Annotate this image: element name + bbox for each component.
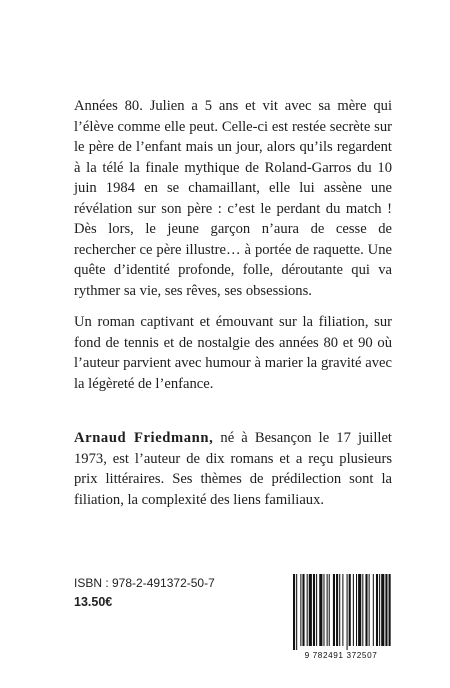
barcode-bar <box>327 574 328 646</box>
barcode-bar <box>369 574 370 646</box>
barcode-bar <box>323 574 324 646</box>
blurb-paragraph-2: Un roman captivant et émouvant sur la filiation, sur fond de tennis et de nostalgie des années 80 et 90 où l’auteur parvient avec humour à marier la gravité avec la légèreté de l’enfance. <box>74 314 392 392</box>
barcode-bar <box>319 574 322 646</box>
author-name: Arnaud Friedmann, <box>74 430 214 446</box>
barcode-bar <box>339 574 340 646</box>
barcode-bar <box>356 574 357 646</box>
author-paragraph <box>74 428 392 510</box>
price: 13.50€ <box>74 595 113 609</box>
barcode-bar <box>376 574 378 646</box>
barcode-bar <box>381 574 384 646</box>
barcode-bar <box>385 574 387 646</box>
author-bio-text: né à Besançon le 17 juillet 1973, est l’auteur de dix romans et a reçu plusieurs prix littéraires. Ses thèmes de prédilection sont la filiation, la complexité des liens familiaux. <box>74 430 392 508</box>
barcode-bar <box>302 574 304 646</box>
barcode-bar <box>300 574 301 646</box>
barcode-bar <box>373 574 374 646</box>
barcode-bar <box>389 574 391 646</box>
barcode-bar <box>336 574 338 646</box>
barcode-bar <box>362 574 363 646</box>
barcode-bar <box>333 574 335 646</box>
barcode-bars <box>289 574 393 650</box>
barcode-bar <box>316 574 317 646</box>
blurb-paragraph-1: Années 80. Julien a 5 ans et vit avec sa mère qui l’élève comme elle peut. Celle-ci est restée secrète sur le père de l’enfant mais un jour, alors qu’ils regardent à la télé la finale mythique de Roland-Garros du 10 juin 1984 en se chamaillant, elle lui assène une révélation sur son père : c’est le perdant du match ! Dès lors, le jeune garçon n’aura de cesse de rechercher ce père illustre… à portée de raquette. Une quête d’identité profonde, folle, déroutante qui va rythmer sa vie, ses rêves, ses obsessions. <box>74 98 392 299</box>
barcode-bar <box>293 574 295 650</box>
barcode-bar <box>309 574 312 646</box>
barcode-bar <box>329 574 330 646</box>
barcode-bar <box>365 574 367 646</box>
barcode-bar <box>358 574 361 646</box>
barcode-bar <box>347 574 348 650</box>
barcode-bar <box>342 574 343 646</box>
blurb <box>74 96 392 394</box>
barcode-bar <box>349 574 351 646</box>
barcode <box>289 574 393 660</box>
barcode-bar <box>313 574 315 646</box>
author-bio <box>74 428 392 510</box>
isbn: ISBN : 978-2-491372-50-7 <box>74 576 215 590</box>
barcode-bar <box>353 574 354 646</box>
barcode-bar <box>296 574 297 650</box>
barcode-bar <box>379 574 380 646</box>
barcode-digits: 9 782491 372507 <box>304 651 378 660</box>
barcode-bar <box>307 574 308 646</box>
